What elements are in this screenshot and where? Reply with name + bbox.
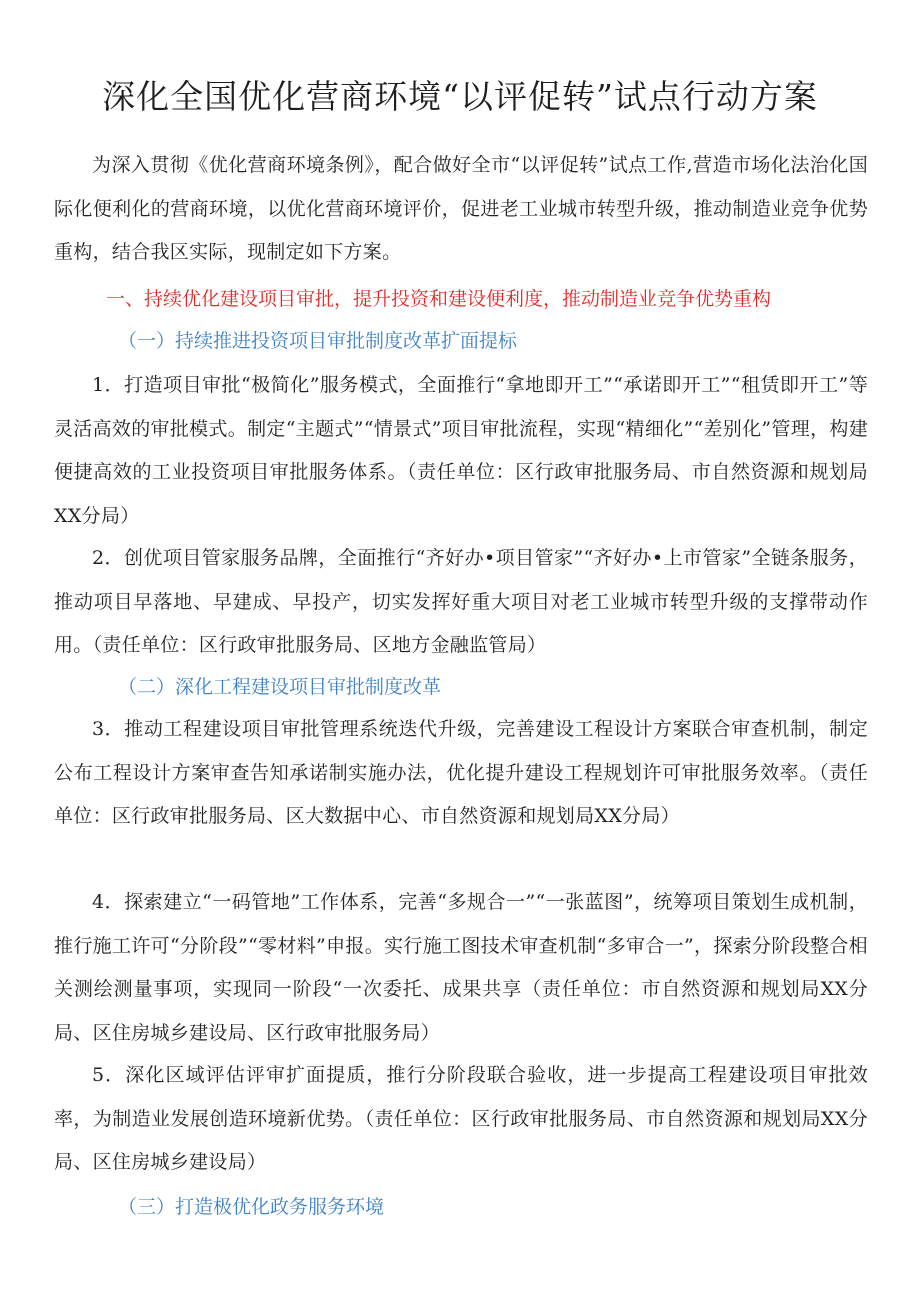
section-heading-1: 一、持续优化建设项目审批，提升投资和建设便利度，推动制造业竞争优势重构 — [106, 288, 772, 310]
item-4-paragraph: 4．探索建立“一码管地”工作体系，完善“多规合一”“一张蓝图”，统筹项目策划生成机制，推行施工许可“分阶段”“零材料”申报。实行施工图技术审查机制“多审合一”，探索分阶段整合相关测绘测量事项，实现同一阶段“一次委托、成果共享（责任单位：市自然资源和规划局XX分局、区住房城乡建设局、区行政审批服务局） — [54, 891, 868, 1044]
intro-paragraph: 为深入贯彻《优化营商环境条例》，配合做好全市“以评促转”试点工作,营造市场化法治化国际化便利化的营商环境，以优化营商环境评价，促进老工业城市转型升级，推动制造业竞争优势重构，结合我区实际，现制定如下方案。 — [54, 154, 868, 263]
subsection-heading-3: （三）打造极优化政务服务环境 — [118, 1196, 385, 1218]
subsection-heading-2: （二）深化工程建设项目审批制度改革 — [118, 676, 442, 698]
document-title: 深化全国优化营商环境“以评促转”试点行动方案 — [102, 77, 818, 116]
item-3-paragraph: 3．推动工程建设项目审批管理系统迭代升级，完善建设工程设计方案联合审查机制，制定公布工程设计方案审查告知承诺制实施办法，优化提升建设工程规划许可审批服务效率。（责任单位：区行政审批服务局、区大数据中心、市自然资源和规划局XX分局） — [54, 718, 868, 827]
subsection-heading-1: （一）持续推进投资项目审批制度改革扩面提标 — [118, 330, 518, 352]
item-1-paragraph: 1．打造项目审批“极简化”服务模式，全面推行“拿地即开工”“承诺即开工”“租赁即开工”等灵活高效的审批模式。制定“主题式”“情景式”项目审批流程，实现“精细化”“差别化”管理，构建便捷高效的工业投资项目审批服务体系。（责任单位：区行政审批服务局、市自然资源和规划局XX分局） — [54, 374, 868, 527]
item-5-paragraph: 5．深化区域评估评审扩面提质，推行分阶段联合验收，进一步提高工程建设项目审批效率，为制造业发展创造环境新优势。（责任单位：区行政审批服务局、市自然资源和规划局XX分局、区住房城乡建设局） — [54, 1064, 868, 1173]
item-2-paragraph: 2．创优项目管家服务品牌，全面推行“齐好办•项目管家”“齐好办•上市管家”全链条服务，推动项目早落地、早建成、早投产，切实发挥好重大项目对老工业城市转型升级的支撑带动作用。（责任单位：区行政审批服务局、区地方金融监管局） — [54, 547, 868, 656]
